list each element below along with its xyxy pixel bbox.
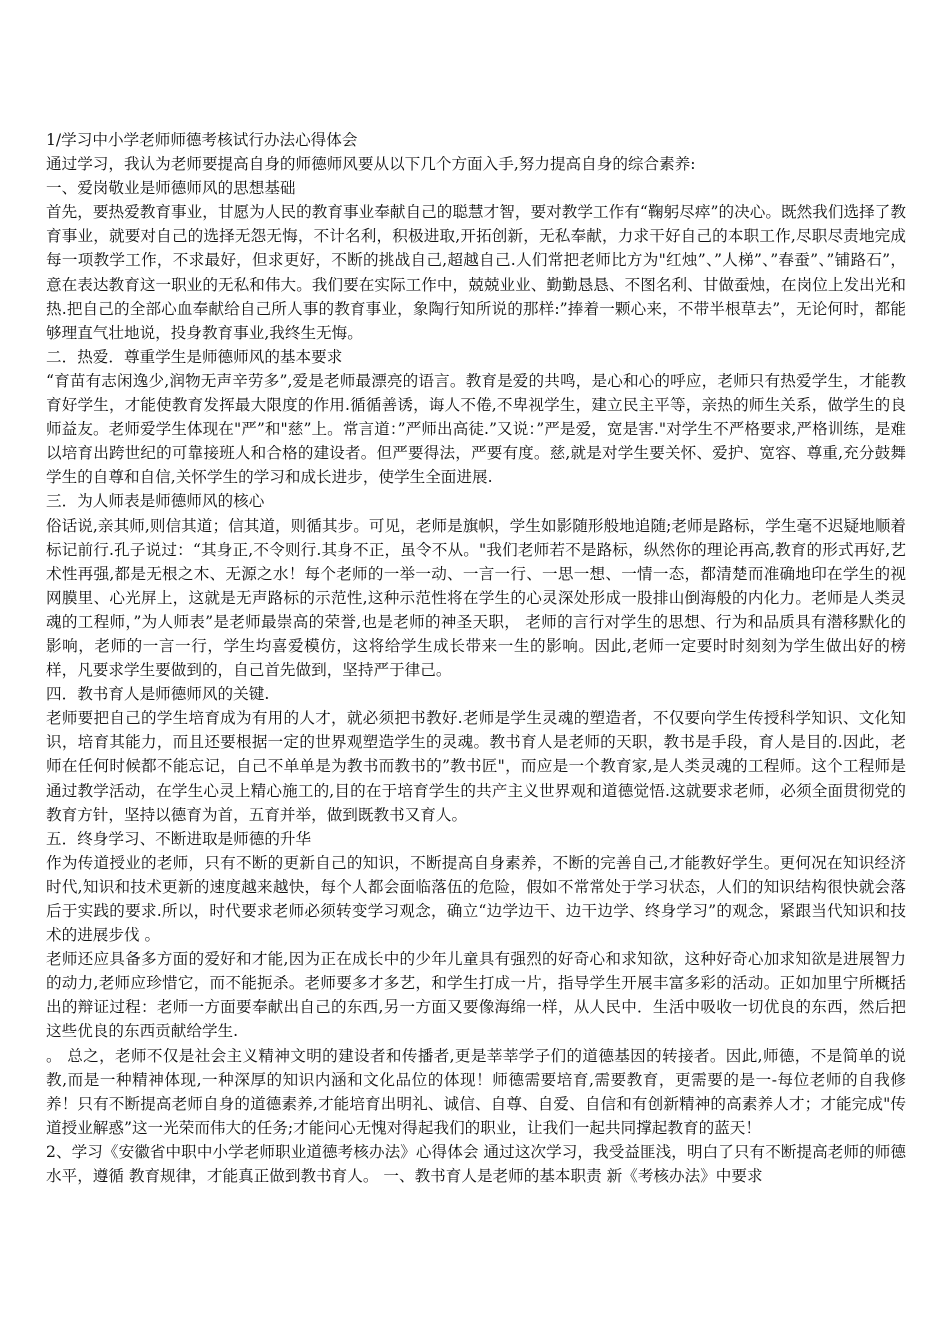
- section-body-5: 作为传道授业的老师，只有不断的更新自己的知识，不断提高自身素养，不断的完善自己,才能教好学生。更何况在知识经济时代,知识和技术更新的速度越来越快，每个人都会面临落伍的危险，假如不常常处于学习状态，人们的知识结构很快就会落后于实践的要求.所以，时代要求老师必须转变学习观念，确立“边学边干、边干边学、终身学习”的观念，紧跟当代知识和技术的进展步伐 。: [46, 853, 906, 945]
- section-body-4: 老师要把自己的学生培育成为有用的人才，就必须把书教好.老师是学生灵魂的塑造者，不仅要向学生传授科学知识、文化知识，培育其能力，而且还要根据一定的世界观塑造学生的灵魂。教书育人是老师的天职，教书是手段，育人是目的.因此，老师在任何时候都不能忘记，自己不单单是为教书而教书的”教书匠"，而应是一个教育家,是人类灵魂的工程师。这个工程师是通过教学活动，在学生心灵上精心施工的,目的在于培育学生的共产主义世界观和道德觉悟.这就要求老师，必须全面贯彻党的教育方针，坚持以德育为首，五育并举，做到既教书又育人。: [46, 709, 906, 824]
- document-title: 1/学习中小学老师师德考核试行办法心得体会: [46, 131, 358, 149]
- conclusion-paragraph: 。 总之，老师不仅是社会主义精神文明的建设者和传播者,更是莘莘学子们的道德基因的转接者。因此,师德，不是简单的说教,而是一种精神体现,一种深厚的知识内涵和文化品位的体现！师德需要培育,需要教育，更需要的是一-每位老师的自我修养！只有不断提高老师自身的道德素养,才能培育出明礼、诚信、自尊、自爱、自信和有创新精神的高素养人才；才能完成"传道授业解惑”这一光荣而伟大的任务;才能问心无愧对得起我们的职业，让我们一起共同撑起教育的蓝天！: [46, 1046, 906, 1137]
- intro-paragraph: 通过学习，我认为老师要提高自身的师德师风要从以下几个方面入手,努力提高自身的综合素养:: [46, 155, 696, 174]
- section-body-3: 俗话说,亲其师,则信其道；信其道，则循其步。可见，老师是旗帜，学生如影随形般地追随;老师是路标，学生毫不迟疑地顺着标记前行.孔子说过：“其身正,不令则行.其身不正，虽令不从。"我们老师若不是路标，纵然你的理论再高,教育的形式再好,艺术性再强,都是无根之木、无源之水！每个老师的一举一动、一言一行、一思一想、一情一态，都清楚而准确地印在学生的视网膜里、心光屏上，这就是无声路标的示范性,这种示范性将在学生的心灵深处形成一股排山倒海般的内化力。老师是人类灵魂的工程师，”为人师表”是老师最崇高的荣誉,也是老师的神圣天职， 老师的言行对学生的思想、行为和品质具有潜移默化的影响，老师的一言一行，学生均喜爱模仿，这将给学生成长带来一生的影响。因此,老师一定要时时刻刻为学生做出好的榜样，凡要求学生要做到的，自己首先做到，坚持严于律己。: [46, 516, 906, 680]
- section-heading-4: 四．教书育人是师德师风的关键.: [46, 685, 270, 704]
- extra-paragraph: 老师还应具备多方面的爱好和才能,因为正在成长中的少年儿童具有强烈的好奇心和求知欲，这种好奇心加求知欲是进展智力的动力,老师应珍惜它，而不能扼杀。老师要多才多艺，和学生打成一片，指导学生开展丰富多彩的活动。正如加里宁所概括出的辩证过程：老师一方面要奉献出自己的东西,另一方面又要像海绵一样，从人民中．生活中吸收一切优良的东西，然后把这些优良的东西贡献给学生.: [46, 950, 906, 1041]
- section-heading-1: 一、爱岗敬业是师德师风的思想基础: [46, 179, 296, 198]
- section-body-1: 首先，要热爱教育事业，甘愿为人民的教育事业奉献自己的聪慧才智，要对教学工作有“鞠躬尽瘁”的决心。既然我们选择了教育事业，就要对自己的选择无怨无悔，不计名利，积极进取,开拓创新，无私奉献，力求干好自己的本职工作,尽职尽责地完成每一项教学工作，不求最好，但求更好，不断的挑战自己,超越自己.人们常把老师比方为"红烛”、”人梯”、”春蚕”、”铺路石”，意在表达教育这一职业的无私和伟大。我们要在实际工作中，兢兢业业、勤勤恳恳、不图名利、甘做蚕烛，在岗位上发出光和热.把自己的全部心血奉献给自己所人事的教育事业，象陶行知所说的那样:”捧着一颗心来，不带半根草去”，无论何时，都能够理直气壮地说，投身教育事业,我终生无悔。: [46, 203, 906, 342]
- second-article-paragraph: 2、学习《安徽省中职中小学老师职业道德考核办法》心得体会 通过这次学习，我受益匪浅，明白了只有不断提高老师的师德水平，遵循 教育规律，才能真正做到教书育人。 一、教书育人是老师的基本职责 新《考核办法》中要求: [46, 1142, 906, 1186]
- section-heading-3: 三．为人师表是师德师风的核心: [46, 492, 265, 511]
- section-heading-2: 二．热爱．尊重学生是师德师风的基本要求: [46, 347, 343, 366]
- section-body-2: “育苗有志闲逸少,润物无声辛劳多”,爱是老师最漂亮的语言。教育是爱的共鸣，是心和心的呼应，老师只有热爱学生，才能教育好学生，才能使教育发挥最大限度的作用.循循善诱，诲人不倦,不卑视学生，建立民主平等，亲热的师生关系，做学生的良师益友。老师爱学生体现在"严”和"慈”上。常言道：”严师出高徒.”又说：”严是爱，宽是害."对学生不严格要求,严格训练，是难以培育出跨世纪的可靠接班人和合格的建设者。但严要得法，严要有度。慈,就是对学生要关怀、爱护、宽容、尊重,充分鼓舞学生的自尊和自信,关怀学生的学习和成长进步，使学生全面进展.: [46, 371, 906, 487]
- section-heading-5: 五．终身学习、不断进取是师德的升华: [46, 829, 312, 848]
- document-page: [46, 128, 906, 1188]
